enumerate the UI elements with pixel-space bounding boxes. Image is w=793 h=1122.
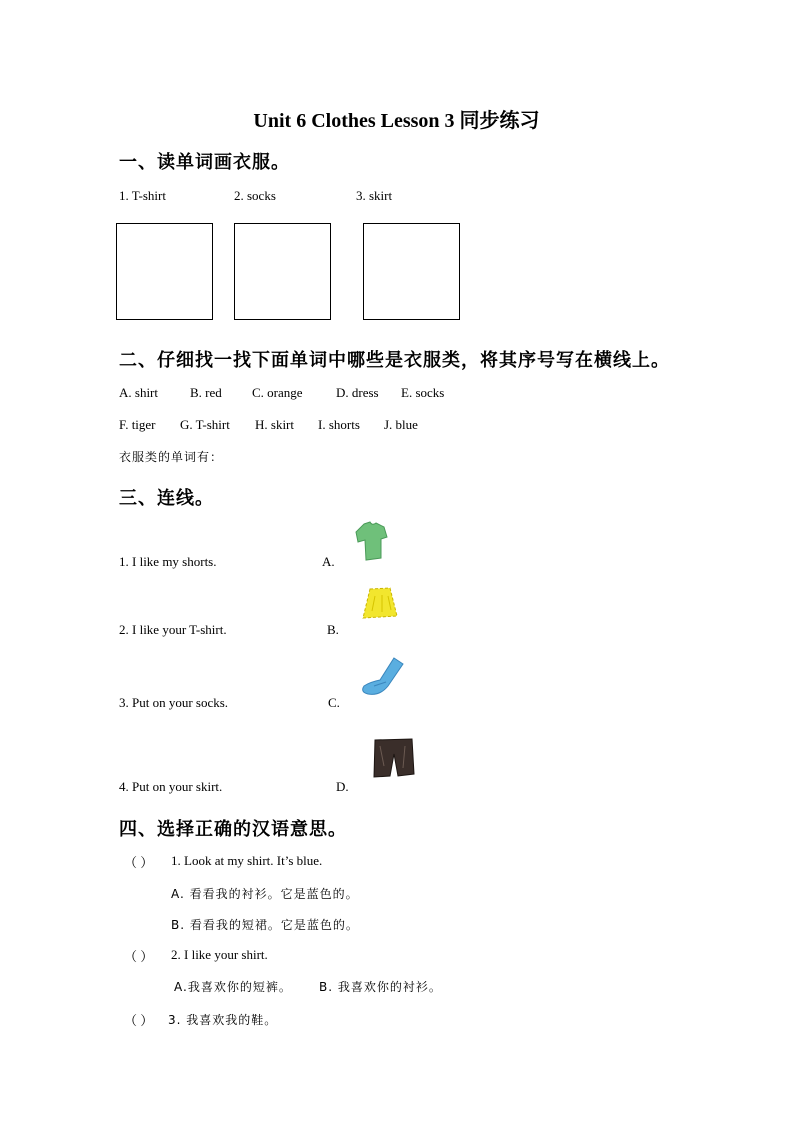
word-option: G. T-shirt (180, 417, 230, 432)
match-sentence: 3. Put on your socks. (119, 695, 229, 710)
green-tshirt-icon (354, 520, 390, 562)
word-option: A. shirt (119, 385, 158, 400)
section1-item-skirt: 3. skirt (356, 188, 393, 203)
drawing-box-socks[interactable] (234, 223, 331, 320)
choice-b: B. 看看我的短裙。它是蓝色的。 (171, 918, 359, 932)
answer-paren[interactable]: （ ） (124, 949, 154, 964)
word-option: H. skirt (255, 417, 294, 432)
word-option: I. shorts (318, 417, 360, 432)
match-letter: D. (336, 779, 349, 794)
section3-heading: 三、连线。 (119, 488, 214, 509)
blue-sock-icon (358, 656, 406, 698)
section1-item-tshirt: 1. T-shirt (119, 188, 166, 203)
dark-shorts-icon (372, 736, 416, 780)
section4-heading: 四、选择正确的汉语意思。 (119, 819, 347, 840)
page-title: Unit 6 Clothes Lesson 3 同步练习 (253, 110, 540, 132)
match-sentence: 1. I like my shorts. (119, 554, 217, 569)
match-letter: A. (322, 554, 335, 569)
choice-a: A.我喜欢你的短裤。 (174, 980, 292, 994)
answer-paren[interactable]: （ ） (124, 1013, 154, 1028)
match-letter: B. (327, 622, 339, 637)
word-option: F. tiger (119, 417, 156, 432)
word-option: B. red (190, 385, 222, 400)
word-option: E. socks (401, 385, 445, 400)
match-sentence: 2. I like your T-shirt. (119, 622, 227, 637)
choice-b: B. 我喜欢你的衬衫。 (319, 980, 442, 994)
drawing-box-skirt[interactable] (363, 223, 460, 320)
answer-label: 衣服类的单词有： (119, 450, 224, 464)
answer-paren[interactable]: （ ） (124, 855, 154, 870)
question-text: 2. I like your shirt. (171, 947, 268, 962)
word-option: C. orange (252, 385, 303, 400)
match-letter: C. (328, 695, 340, 710)
drawing-box-tshirt[interactable] (116, 223, 213, 320)
question-text: 1. Look at my shirt. It’s blue. (171, 853, 323, 868)
section1-heading: 一、读单词画衣服。 (119, 152, 290, 173)
choice-a: A. 看看我的衬衫。它是蓝色的。 (171, 887, 359, 901)
question-text: 3. 我喜欢我的鞋。 (168, 1013, 278, 1027)
section2-heading: 二、仔细找一找下面单词中哪些是衣服类，将其序号写在横线上。 (119, 350, 670, 371)
yellow-skirt-icon (360, 586, 400, 620)
word-option: D. dress (336, 385, 379, 400)
match-sentence: 4. Put on your skirt. (119, 779, 223, 794)
word-option: J. blue (384, 417, 418, 432)
section1-item-socks: 2. socks (234, 188, 276, 203)
